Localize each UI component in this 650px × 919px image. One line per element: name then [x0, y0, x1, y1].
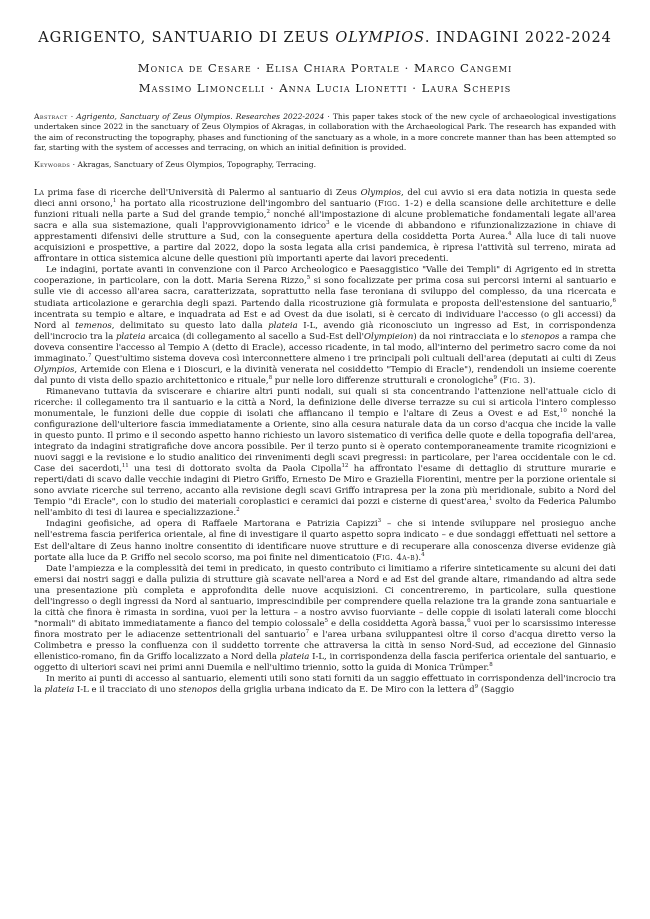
paragraph-1: La prima fase di ricerche dell'Università di Palermo al santuario di Zeus Olympios, del cui avvio si era data notizia in questa sede dieci anni orsono,$^1$ ha portato alla ricostruzione dell'ingombro del santuario (Figg. 1-2) e della scansione delle architetture e delle funzioni rituali nella parte a Sud del grande tempio,$^2$ nonché all'impostazione di alcune problematiche fondamentali legate all'area sacra e alla sua sistemazione, quali l'approvvigionamento idrico$^3$ e le vicende di abbandono e rifunzionalizzazione in chiave di apprestamenti difensivi delle strutture a Sud, con la conseguente apertura della cosiddetta Porta Aurea.$^4$ Alla luce di tali nuove acquisizioni e prospettive, a partire dal 2022, dopo la sosta legata alla crisi pandemica, è ripresa l'attività sul terreno, mirata ad affrontare in ottica sistemica alcune delle questioni più importanti aperte dai lavori precedenti. — [34, 188, 616, 265]
footnote-ref[interactable]: 11 — [121, 463, 129, 470]
abstract-separator: · — [67, 112, 77, 121]
footnote-ref[interactable]: 9 — [493, 374, 497, 381]
lead-word: La — [34, 188, 45, 199]
footnote-ref[interactable]: 9 — [474, 684, 479, 691]
author-line-1: Monica de Cesare · Elisa Chiara Portale · Marco Cangemi — [137, 61, 513, 75]
footnote-ref[interactable]: 6 — [467, 618, 471, 625]
author-list — [34, 58, 616, 98]
paper-body — [34, 188, 616, 696]
keywords-label: Keywords — [34, 159, 71, 169]
paragraph-3: Rimanevano tuttavia da sviscerare e chiarire altri punti nodali, sui quali si sta concentrando l'attenzione nell'attuale ciclo di ricerche: il collegamento tra il santuario e la città a Nord, la definizione delle diverse terrazze su cui si articola l'intero complesso monumentale, le funzioni delle due coppie di isolati che affiancano il tempio e l'altare di Zeus a Ovest e ad Est,$^{10}$ nonché la configurazione dell'ulteriore fascia immediatamente a Oriente, sino alla cesura naturale data da un corso d'acqua che incide la valle in questo punto. Il primo e il secondo aspetto hanno richiesto un lavoro sistematico di verifica delle quote e della topografia dell'area, integrato da indagini stratigrafiche dove ancora possibile. Per il terzo punto si è operato contemporaneamente tramite ricognizioni e nuovi saggi e la revisione e lo studio analitico dei rinvenimenti degli scavi pregressi: in particolare, per l'area occidentale con le cd. Case dei sacerdoti,$^{11}$ una tesi di dottorato svolta da Paola Cipolla$^{12}$ ha affrontato l'esame di dettaglio di strutture murarie e reperti/dati di scavo dalle vecchie indagini di Pietro Griffo, Ernesto De Miro e Graziella Fiorentini, mentre per la porzione orientale si sono avviate ricerche sul terreno, accanto alla revisione degli scavi Griffo intrapresa per la zona più meridionale, subito a Nord del Tempio "di Eracle", con lo studio dei materiali coroplastici e ceramici dai pozzi e cisterne di quest'area,$^1$ svolto da Federica Palumbo nell'ambito di tesi di laurea e specializzazione.$^2$ — [34, 386, 616, 519]
paper-title: AGRIGENTO, SANTUARIO DI ZEUS OLYMPIOS. INDAGINI 2022-2024 — [38, 30, 612, 46]
abstract-title: Agrigento, Sanctuary of Zeus Olympios. Researches 2022-2024 — [76, 112, 325, 121]
footnote-ref[interactable]: 8 — [489, 662, 493, 669]
footnote-ref[interactable]: 3 — [377, 518, 382, 525]
footnote-ref[interactable]: 4 — [421, 551, 425, 558]
keywords — [34, 160, 616, 170]
figure-ref[interactable]: Fig. 4a-b — [375, 552, 416, 563]
paragraph-5: Date l'ampiezza e la complessità dei temi in predicato, in questo contributo ci limitiamo a riferire sinteticamente su alcuni dei dati emersi dai nostri saggi e dalla pulizia di strutture già scavate nell'area a Nord e ad Est del grande altare, rimandando ad altra sede una presentazione più completa e approfondita delle nuove acquisizioni. Ci concentreremo, in particolare, sulla questione dell'ingresso o degli ingressi da Nord al santuario, imprescindibile per comprendere quella relazione tra la grande zona santuariale e la città che finora è rimasta in sordina, vuoi per la lettura – a nostro avviso fuorviante – delle coppie di isolati laterali come blocchi "normali" di abitato immediatamente a fianco del tempio colossale$^5$ e della cosiddetta Agorà bassa,$^6$ vuoi per lo scarsissimo interesse finora mostrato per le adiacenze settentrionali del santuario$^7$ e l'area urbana sviluppantesi oltre il corso d'acqua diretto verso la Colimbetra e presso la confluenza con il suddetto torrente che attraversa la città in senso Nord-Sud, ad eccezione del Ginnasio ellenistico-romano, fin da Griffo localizzato a Nord della plateia I-L, in corrispondenza della fascia periferica orientale del santuario, e oggetto di ulteriori scavi nei primi anni Duemila e nell'ultimo triennio, sotto la guida di Monica Trümper.$^8$ — [34, 563, 617, 674]
paragraph-6: In merito ai punti di accesso al santuario, elementi utili sono stati forniti da un saggio effettuato in corrispondenza dell'incrocio tra la plateia I-L e il tracciato di uno stenopos della griglia urbana indicato da E. De Miro con la lettera $d^9$ (Saggio — [34, 674, 616, 696]
author-line-2: Massimo Limoncelli · Anna Lucia Lionetti · Laura Schepis — [138, 81, 512, 95]
footnote-ref[interactable]: 6 — [612, 297, 616, 304]
footnote-ref[interactable]: 7 — [88, 352, 92, 359]
keywords-text: · Akragas, Sanctuary of Zeus Olympios, Topography, Terracing. — [70, 159, 317, 169]
footnote-ref[interactable]: 2 — [266, 209, 270, 216]
footnote-ref[interactable]: 7 — [305, 629, 310, 636]
title-italic-word: OLYMPIOS — [335, 30, 425, 46]
figure-ref[interactable]: Figg. 1-2 — [377, 199, 420, 210]
footnote-ref[interactable]: 5 — [324, 618, 329, 625]
figure-ref[interactable]: Fig. 3 — [503, 375, 530, 386]
abstract-text: · This paper takes stock of the new cycle of archaeological investigations undertaken since 2022 in the sanctuary of Zeus Olympios of Akragas, in collaboration with the Archaeological Park. The research has expanded with the aim of reconstructing the topography, phases and functioning of the sanctuary as a whole, in a more concrete manner than has been attempted so far, starting with the system of accesses and terracing, on which an initial definition is provided. — [34, 112, 616, 153]
footnote-ref[interactable]: 2 — [236, 507, 240, 514]
footnote-ref[interactable]: 1 — [488, 496, 493, 503]
abstract — [34, 112, 616, 154]
footnote-ref[interactable]: 1 — [112, 198, 117, 205]
footnote-ref[interactable]: 4 — [507, 231, 512, 238]
footnote-ref[interactable]: 3 — [326, 220, 330, 227]
paragraph-4: Indagini geofisiche, ad opera di Raffaele Martorana e Patrizia Capizzi$^3$ – che si intende sviluppare nel prosieguo anche nell'estrema fascia periferica orientale, al fine di investigare il quarto aspetto sopra indicato – e due sondaggi effettuati nel settore a Est dell'altare di Zeus hanno inoltre consentito di identificare nuove strutture e di recuperare alla conoscenza diverse evidenze già portate alla luce da P. Griffo nel secolo scorso, ma poi finite nel dimenticatoio (Fig. 4a-b).$^4$ — [34, 518, 616, 563]
footnote-ref[interactable]: 8 — [268, 374, 273, 381]
footnote-ref[interactable]: 5 — [306, 275, 311, 282]
abstract-label: Abstract — [34, 112, 68, 121]
footnote-ref[interactable]: 12 — [341, 463, 349, 470]
paragraph-2: Le indagini, portate avanti in convenzione con il Parco Archeologico e Paesaggistico "Valle dei Templi" di Agrigento ed in stretta cooperazione, in particolare, con la dott. Maria Serena Rizzo,$^5$ si sono focalizzate per prima cosa sui percorsi interni al santuario e sulle vie di accesso all'area sacra, caratterizzata, soprattutto nella fase teroniana di sviluppo del complesso, da una ricercata e studiata articolazione e gerarchia degli spazi. Partendo dalla ricostruzione già formulata e proposta dell'estensione del santuario,$^6$ incentrata su tempio e altare, e inquadrata ad Est e ad Ovest da due isolati, si è cercato di individuare l'accesso (o gli accessi) da Nord al temenos, delimitato su questo lato dalla plateia I-L, avendo già riconosciuto un ingresso ad Est, in corrispondenza dell'incrocio tra la plateia arcaica (di collegamento al sacello a Sud-Est dell'Olympieion) da noi rintracciata e lo stenopos a rampa che doveva consentire l'accesso al Tempio A (detto di Eracle), accesso ricadente, in tal modo, all'interno del perimetro sacro come da noi immaginato.$^7$ Quest'ultimo sistema doveva così interconnettere almeno i tre principali poli cultuali dell'area (deputati ai culti di Zeus Olympios, Artemide con Elena e i Dioscuri, e la divinità venerata nel cosiddetto "Tempio di Eracle"), rendendoli un insieme coerente dal punto di vista dello spazio architettonico e rituale,$^8$ pur nelle loro differenze strutturali e cronologiche$^9$ (Fig. 3). — [34, 265, 616, 386]
footnote-ref[interactable]: 10 — [559, 408, 567, 415]
